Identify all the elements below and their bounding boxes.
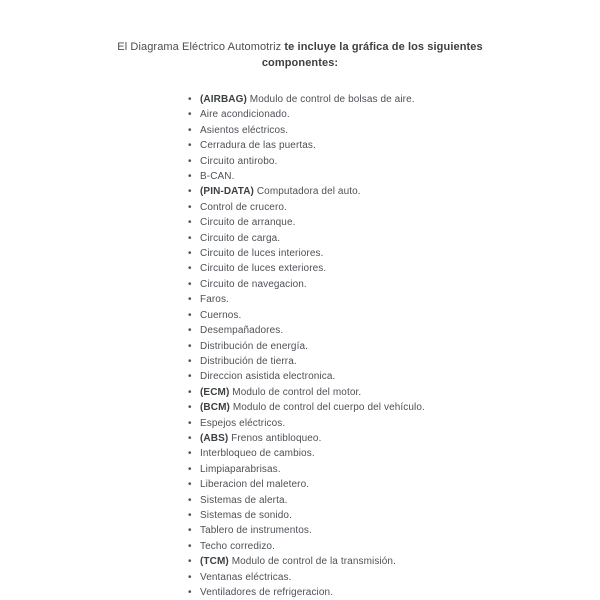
list-item-text: Cerradura de las puertas. (200, 140, 316, 152)
list-item-text: Frenos antibloqueo. (231, 432, 322, 444)
list-item-text: Faros. (200, 294, 229, 306)
list-item (200, 92, 600, 107)
list-item (200, 570, 600, 585)
list-item (200, 416, 600, 431)
list-item-text: Modulo de control de la transmisión. (231, 556, 396, 568)
list-item-text: Circuito de navegacion. (200, 278, 307, 290)
list-item (200, 354, 600, 369)
list-item-bold-prefix: (ABS) (200, 432, 229, 444)
list-item (200, 554, 600, 569)
list-item-bold-prefix: (BCM) (200, 402, 230, 414)
list-item (200, 400, 600, 415)
list-item-text: Limpiaparabrisas. (200, 463, 281, 475)
list-item-bold-prefix: (ECM) (200, 386, 230, 398)
list-item-text: Ventanas eléctricas. (200, 571, 292, 583)
list-item-text: Ventiladores de refrigeracion. (200, 587, 334, 598)
list-item-text: Modulo de control de bolsas de aire. (249, 94, 415, 105)
list-item-text: Circuito de arranque. (200, 217, 296, 229)
list-item (200, 246, 600, 261)
list-item-text: Computadora del auto. (256, 186, 361, 198)
list-item-text: Espejos eléctricos. (200, 417, 286, 429)
list-item (200, 107, 600, 122)
list-item-text: Circuito de carga. (200, 232, 281, 244)
list-item (200, 523, 600, 538)
list-item-text: Modulo de control del cuerpo del vehículo. (232, 402, 425, 414)
list-item-bold-prefix: (TCM) (200, 556, 229, 568)
list-item (200, 169, 600, 184)
list-item (200, 539, 600, 554)
list-item (200, 477, 600, 492)
list-item-text: Distribución de energía. (200, 340, 309, 352)
list-item-text: Cuernos. (200, 309, 242, 321)
list-item-text: Distribución de tierra. (200, 355, 297, 367)
list-item (200, 200, 600, 215)
list-item (200, 154, 600, 169)
page-title (115, 39, 485, 71)
list-item (200, 261, 600, 276)
list-item (200, 292, 600, 307)
list-item (200, 123, 600, 138)
page-title-bold: te incluye la gráfica de los siguientes componentes: (261, 41, 483, 69)
list-item (200, 493, 600, 508)
list-item (200, 585, 600, 600)
list-item (200, 277, 600, 292)
component-list (200, 92, 600, 600)
list-item-text: Circuito de luces exteriores. (200, 263, 327, 275)
list-item-text: Asientos eléctricos. (200, 124, 289, 136)
page-title-regular: El Diagrama Eléctrico Automotriz (117, 41, 282, 53)
list-item-text: Aire acondicionado. (200, 109, 290, 121)
list-item-text: Modulo de control del motor. (232, 386, 362, 398)
list-item-text: Liberacion del maletero. (200, 479, 310, 491)
list-item-text: Sistemas de alerta. (200, 494, 288, 506)
list-item (200, 339, 600, 354)
list-item-text: Techo corredizo. (200, 540, 275, 552)
list-item-text: Tablero de instrumentos. (200, 525, 312, 537)
list-item (200, 323, 600, 338)
list-item-text: B-CAN. (200, 171, 235, 183)
list-item-text: Circuito de luces interiores. (200, 248, 324, 260)
list-item (200, 385, 600, 400)
list-item (200, 369, 600, 384)
list-item (200, 446, 600, 461)
list-item-bold-prefix: (AIRBAG) (200, 94, 247, 105)
list-item (200, 308, 600, 323)
list-item-text: Direccion asistida electronica. (200, 371, 336, 383)
list-item (200, 508, 600, 523)
list-item (200, 462, 600, 477)
list-item (200, 138, 600, 153)
list-item-text: Circuito antirobo. (200, 155, 278, 167)
list-item (200, 431, 600, 446)
list-item-text: Interbloqueo de cambios. (200, 448, 315, 460)
list-item (200, 231, 600, 246)
list-item-bold-prefix: (PIN-DATA) (200, 186, 254, 198)
list-item-text: Control de crucero. (200, 201, 287, 213)
list-item-text: Desempañadores. (200, 325, 284, 337)
list-item-text: Sistemas de sonido. (200, 509, 292, 521)
list-item (200, 184, 600, 199)
list-item (200, 215, 600, 230)
